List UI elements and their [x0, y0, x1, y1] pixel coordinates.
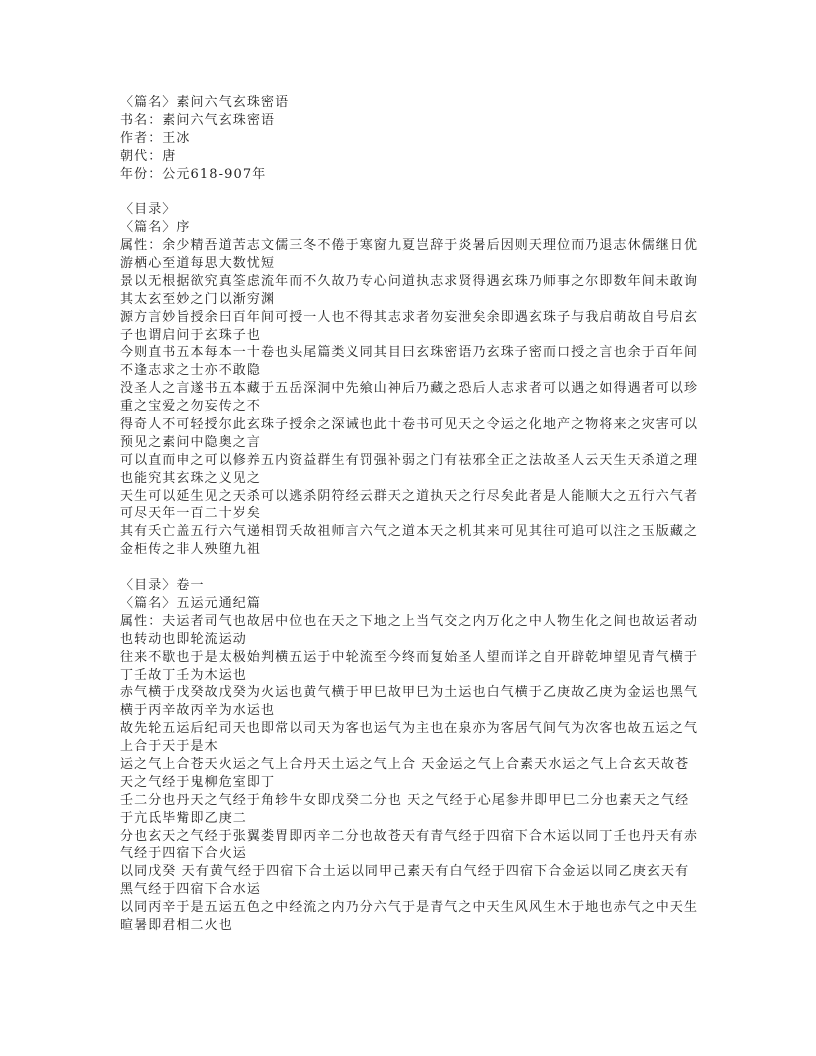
chapter-title: 〈篇名〉素问六气玄珠密语 — [120, 95, 290, 110]
spacer — [120, 183, 720, 201]
document-body — [120, 94, 720, 935]
text-line: 天之气经于鬼柳危室即丁 — [120, 774, 276, 790]
text-line: 于亢氐毕觜即乙庚二 — [120, 810, 247, 826]
text-line: 不逢志求之士亦不敢隐 — [120, 363, 262, 379]
text-line: 丁壬故丁壬为木运也 — [120, 667, 247, 683]
text-line: 金柜传之非人殃堕九祖 — [120, 542, 262, 558]
text-line: 也能究其玄珠之义见之 — [120, 470, 262, 486]
text-line: 游栖心至道每思大数忧短 — [120, 256, 276, 272]
text-line: 今则直书五本每本一十卷也头尾篇类义同其目曰玄珠密语乃玄珠子密而口授之言也余于百年间 — [120, 345, 699, 361]
preface-section — [120, 201, 720, 559]
preface-text — [120, 237, 720, 559]
text-line: 没圣人之言遂书五本藏于五岳深洞中先飨山神后乃藏之恐后人志求者可以遇之如得遇者可以珍 — [120, 381, 699, 397]
text-line: 预见之素问中隐奥之言 — [120, 434, 262, 450]
text-line: 气经于四宿下合火运 — [120, 846, 247, 862]
text-line: 以同丙辛于是五运五色之中经流之内乃分六气于是青气之中天生风风生木于地也赤气之中天生 — [120, 900, 699, 916]
text-line: 天生可以延生见之天杀可以逃杀阴符经云群天之道执天之行尽矣此者是人能顺大之五行六气者 — [120, 488, 699, 504]
text-line: 黑气经于四宿下合水运 — [120, 882, 262, 898]
volume1-section — [120, 577, 720, 935]
years: 年份：公元618-907年 — [120, 166, 267, 182]
text-line: 往来不歇也于是太极始判横五运于中轮流至今终而复始圣人望而详之自开辟乾坤望见青气横于 — [120, 649, 699, 665]
text-line: 属性：余少精吾道苦志文儒三冬不倦于寒窗九夏岂辞于炎暑后因则天理位而乃退志休儒继日优 — [120, 238, 699, 254]
chapter-heading: 〈篇名〉序 — [120, 220, 191, 236]
book-name: 书名：素问六气玄珠密语 — [120, 112, 276, 128]
text-line: 壬二分也丹天之气经于角轸牛女即戊癸二分也 天之气经于心尾参井即甲巳二分也素天之气经 — [120, 792, 690, 808]
text-line: 故先轮五运后纪司天也即常以司天为客也运气为主也在泉亦为客居气间气为次客也故五运之气 — [120, 721, 699, 737]
text-line: 可尽天年一百二十岁矣 — [120, 506, 262, 522]
text-line: 分也玄天之气经于张翼娄胃即丙辛二分也故苍天有青气经于四宿下合木运以同丁壬也丹天有赤 — [120, 828, 699, 844]
text-line: 源方言妙旨授余曰百年间可授一人也不得其志求者勿妄泄矣余即遇玄珠子与我启萌故自号启玄 — [120, 309, 699, 325]
text-line: 重之宝爱之勿妄传之不 — [120, 399, 262, 415]
text-line: 横于丙辛故丙辛为水运也 — [120, 703, 276, 719]
spacer — [120, 559, 720, 577]
header-section — [120, 94, 720, 183]
text-line: 上合于天于是木 — [120, 739, 219, 755]
text-line: 得奇人不可轻授尔此玄珠子授余之深诫也此十卷书可见天之令运之化地产之物将来之灾害可以 — [120, 417, 699, 433]
text-line: 其有夭亡盖五行六气递相罚夭故祖师言六气之道本天之机其来可见其往可追可以注之玉版藏之 — [120, 524, 699, 540]
text-line: 景以无根据欲究真筌虑流年而不久故乃专心问道执志求贤得遇玄珠乃师事之尔即数年间未敢询 — [120, 273, 699, 289]
text-line: 暄暑即君相二火也 — [120, 917, 233, 933]
text-line: 可以直而申之可以修养五内资益群生有罚强补弱之门有祛邪全正之法故圣人云天生天杀道之理 — [120, 452, 699, 468]
text-line: 以同戊癸 天有黄气经于四宿下合土运以同甲己素天有白气经于四宿下合金运以同乙庚玄天有 — [120, 864, 690, 880]
dynasty: 朝代：唐 — [120, 148, 177, 164]
text-line: 赤气横于戊癸故戊癸为火运也黄气横于甲巳故甲巳为土运也白气横于乙庚故乙庚为金运也黑气 — [120, 685, 699, 701]
text-line: 子也谓启问于玄珠子也 — [120, 327, 262, 343]
text-line: 其太玄至妙之门以渐穷渊 — [120, 291, 276, 307]
toc-heading: 〈目录〉 — [120, 202, 177, 218]
author: 作者：王冰 — [120, 130, 191, 146]
toc-heading: 〈目录〉卷一 — [120, 578, 205, 594]
chapter-heading: 〈篇名〉五运元通纪篇 — [120, 595, 262, 611]
volume1-text — [120, 613, 720, 935]
text-line: 属性：夫运者司气也故居中位也在天之下地之上当气交之内万化之中人物生化之间也故运者动 — [120, 613, 699, 629]
text-line: 运之气上合苍天火运之气上合丹天土运之气上合 天金运之气上合素天水运之气上合玄天故苍 — [120, 756, 690, 772]
text-line: 也转动也即轮流运动 — [120, 631, 247, 647]
